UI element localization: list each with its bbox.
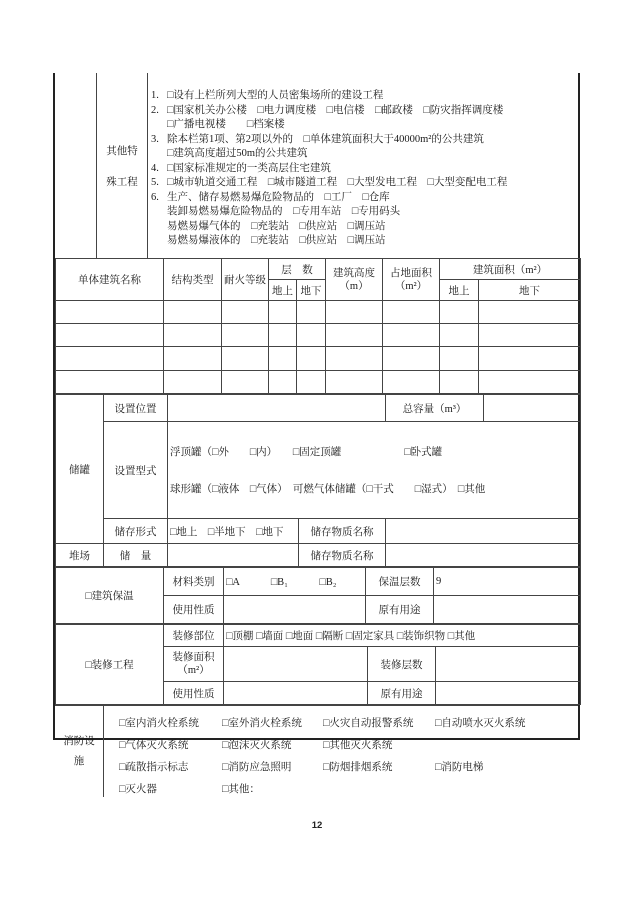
item-number <box>148 205 167 220</box>
insulation-table <box>55 567 581 624</box>
header-gross-floor-area: 建筑面积（m²） <box>440 259 581 280</box>
decoration-parts-options: □顶棚 □墙面 □地面 □隔断 □固定家具 □装饰织物 □其他 <box>224 625 581 647</box>
empty-cell <box>326 347 383 371</box>
checkbox-option-text: 易燃易爆液体的 □充装站 □供应站 □调压站 <box>167 235 386 246</box>
empty-cell <box>440 347 479 371</box>
empty-cell <box>479 324 581 347</box>
empty-cell <box>269 347 297 371</box>
item-number: 1. <box>151 90 159 101</box>
checkbox-option-text: □室外消火栓系统 <box>222 717 302 729</box>
table-row <box>56 371 581 394</box>
empty-cell <box>383 324 440 347</box>
fire-facilities-line <box>104 777 578 799</box>
fire-declaration-form-table <box>53 73 580 795</box>
empty-cell <box>222 324 269 347</box>
decoration-usage-value-cell <box>224 682 368 705</box>
special-projects-label-line2: 殊工程 <box>106 176 138 188</box>
fire-facilities-row-label <box>55 706 104 797</box>
fire-facilities-line <box>104 711 578 733</box>
decoration-table <box>55 624 581 705</box>
checkbox-option-text: □国家标准规定的一类高层住宅建筑 <box>167 162 331 174</box>
header-building-height-line1: 建筑高度 <box>333 267 375 279</box>
tank-storage-form-options: □地上 □半地下 □地下 <box>168 519 299 544</box>
tank-total-capacity-value-cell <box>484 395 581 422</box>
insulation-layers-value-cell: 9 <box>434 568 581 596</box>
tank-total-capacity-label: 总容量（m³） <box>386 395 484 422</box>
fire-facilities-label-line2: 施 <box>73 755 85 767</box>
decoration-area-label-line1: 装修面积 <box>172 652 215 663</box>
yard-quantity-label: 储 量 <box>104 544 168 567</box>
empty-cell <box>383 371 440 394</box>
insulation-material-class-options: □A □B₁ □B₂ <box>224 568 366 596</box>
checkbox-option-text: □火灾自动报警系统 <box>323 717 414 729</box>
tank-type-options-line1: 浮顶罐（□外 □内） □固定顶罐 □卧式罐 <box>170 447 443 458</box>
checkbox-option-text: □城市轨道交通工程 □城市隧道工程 □大型发电工程 □大型变配电工程 <box>167 177 508 188</box>
empty-cell <box>222 347 269 371</box>
checkbox-option-text: □疏散指示标志 <box>119 761 189 773</box>
decoration-floors-value-cell <box>436 647 581 682</box>
checkbox-option-text: □广播电视楼 □档案楼 <box>167 119 285 130</box>
checkbox-option-text: 生产、储存易燃易爆危险物品的 □工厂 □仓库 <box>167 191 390 203</box>
empty-cell <box>56 347 164 371</box>
item-number <box>148 118 167 133</box>
empty-cell <box>479 301 581 324</box>
fire-facilities-line <box>104 755 578 777</box>
table-row <box>56 301 581 324</box>
yard-substance-name-label: 储存物质名称 <box>299 544 386 567</box>
special-projects-section <box>55 73 578 258</box>
special-projects-left-spacer-cell <box>55 73 97 258</box>
item-number <box>148 234 167 249</box>
special-projects-label-line1: 其他特 <box>106 145 138 157</box>
tank-storage-form-label: 储存形式 <box>104 519 168 544</box>
empty-cell <box>383 347 440 371</box>
buildings-table <box>55 258 581 394</box>
checkbox-option-text: □其他灭火系统 <box>323 739 393 751</box>
insulation-usage-label: 使用性质 <box>164 596 224 624</box>
decoration-parts-label: 装修部位 <box>164 625 224 647</box>
insulation-row-label: □建筑保温 <box>56 568 164 624</box>
header-footprint-area <box>383 259 440 301</box>
insulation-layers-label: 保温层数 <box>366 568 434 596</box>
checkbox-option-text: □自动喷水灭火系统 <box>435 717 526 729</box>
fire-facilities-line <box>104 733 578 755</box>
empty-cell <box>222 301 269 324</box>
header-footprint-area-line1: 占地面积 <box>390 267 432 279</box>
special-projects-line <box>148 205 578 220</box>
tank-position-value-cell <box>168 395 386 422</box>
table-row <box>56 347 581 371</box>
item-number: 4. <box>151 162 159 174</box>
tank-row-label: 储罐 <box>56 395 104 544</box>
empty-cell <box>326 324 383 347</box>
empty-cell <box>164 347 222 371</box>
empty-cell <box>479 347 581 371</box>
decoration-area-value-cell <box>224 647 368 682</box>
empty-cell <box>479 371 581 394</box>
yard-substance-name-value-cell <box>386 544 581 567</box>
header-footprint-area-unit: （m²） <box>394 280 428 292</box>
header-structure-type: 结构类型 <box>164 259 222 301</box>
fire-facilities-options <box>104 706 578 797</box>
insulation-original-use-value-cell <box>434 596 581 624</box>
empty-cell <box>222 371 269 394</box>
fire-facilities-label-line1: 消防设 <box>63 735 95 747</box>
table-row <box>56 324 581 347</box>
empty-cell <box>164 301 222 324</box>
empty-cell <box>56 371 164 394</box>
special-projects-line <box>148 162 578 177</box>
tank-substance-name-value-cell <box>386 519 581 544</box>
empty-cell <box>440 301 479 324</box>
special-projects-line <box>148 118 578 133</box>
decoration-usage-label: 使用性质 <box>164 682 224 705</box>
empty-cell <box>326 301 383 324</box>
empty-cell <box>297 347 326 371</box>
decoration-area-label-unit: （m²） <box>177 665 210 676</box>
checkbox-option-text: □室内消火栓系统 <box>119 717 199 729</box>
special-projects-line <box>148 191 578 206</box>
empty-cell <box>164 324 222 347</box>
empty-cell <box>269 371 297 394</box>
tank-position-label: 设置位置 <box>104 395 168 422</box>
checkbox-option-text: □灭火器 <box>119 783 157 795</box>
page-number: 12 <box>311 820 323 831</box>
special-projects-line <box>148 89 578 104</box>
special-projects-line <box>148 147 578 162</box>
checkbox-option-text: □设有上栏所列大型的人员密集场所的建设工程 <box>167 90 384 101</box>
special-projects-line <box>148 104 578 119</box>
tank-type-label: 设置型式 <box>104 422 168 519</box>
yard-row-label: 堆场 <box>56 544 104 567</box>
tank-type-options-line2: 球形罐（□液体 □气体） 可燃气体储罐（□干式 □湿式） □其他 <box>170 484 486 495</box>
empty-cell <box>56 324 164 347</box>
header-floors-below-ground: 地下 <box>297 280 326 301</box>
fire-facilities-section <box>55 705 578 797</box>
special-projects-line <box>148 133 578 148</box>
empty-cell <box>297 301 326 324</box>
tank-yard-table <box>55 394 581 567</box>
empty-cell <box>297 371 326 394</box>
item-number: 2. <box>151 104 159 116</box>
header-area-below-ground: 地下 <box>479 280 581 301</box>
special-projects-line <box>148 234 578 249</box>
checkbox-option-text: □防烟排烟系统 <box>323 761 393 773</box>
checkbox-option-text: □建筑高度超过50m的公共建筑 <box>167 148 308 159</box>
header-floors-above-ground: 地上 <box>269 280 297 301</box>
empty-cell <box>269 301 297 324</box>
checkbox-option-text: □其他： <box>222 783 260 795</box>
item-number <box>148 220 167 235</box>
item-number: 6. <box>151 191 159 203</box>
empty-cell <box>326 371 383 394</box>
tank-type-options <box>168 422 581 519</box>
checkbox-option-text: □消防应急照明 <box>222 761 292 773</box>
decoration-original-use-value-cell <box>436 682 581 705</box>
empty-cell <box>56 301 164 324</box>
header-building-name: 单体建筑名称 <box>56 259 164 301</box>
checkbox-option-text: □国家机关办公楼 □电力调度楼 □电信楼 □邮政楼 □防灾指挥调度楼 <box>167 104 504 116</box>
item-number <box>148 147 167 162</box>
special-projects-row-label <box>97 73 148 258</box>
header-floor-count: 层 数 <box>269 259 326 280</box>
checkbox-option-text: 易燃易爆气体的 □充装站 □供应站 □调压站 <box>167 220 386 232</box>
checkbox-option-text: 装卸易燃易爆危险物品的 □专用车站 □专用码头 <box>167 206 401 217</box>
empty-cell <box>297 324 326 347</box>
yard-quantity-value-cell <box>168 544 299 567</box>
header-building-height <box>326 259 383 301</box>
decoration-original-use-label: 原有用途 <box>368 682 436 705</box>
item-number: 5. <box>151 177 159 188</box>
tank-substance-name-label: 储存物质名称 <box>299 519 386 544</box>
special-projects-options <box>148 73 578 258</box>
decoration-area-label <box>164 647 224 682</box>
empty-cell <box>269 324 297 347</box>
empty-cell <box>440 324 479 347</box>
insulation-usage-value-cell <box>224 596 366 624</box>
decoration-floors-label: 装修层数 <box>368 647 436 682</box>
special-projects-line <box>148 220 578 235</box>
checkbox-option-text: □泡沫灭火系统 <box>222 739 292 751</box>
header-building-height-unit: （m） <box>339 280 369 292</box>
decoration-row-label: □装修工程 <box>56 625 164 705</box>
header-area-above-ground: 地上 <box>440 280 479 301</box>
item-number: 3. <box>151 133 159 145</box>
header-fire-resistance-rating: 耐火等级 <box>222 259 269 301</box>
checkbox-option-text: □气体灭火系统 <box>119 739 189 751</box>
checkbox-option-text: 除本栏第1项、第2项以外的 □单体建筑面积大于40000m²的公共建筑 <box>167 133 484 145</box>
empty-cell <box>383 301 440 324</box>
empty-cell <box>440 371 479 394</box>
insulation-original-use-label: 原有用途 <box>366 596 434 624</box>
empty-cell <box>164 371 222 394</box>
checkbox-option-text: □消防电梯 <box>435 761 484 773</box>
insulation-material-class-label: 材料类别 <box>164 568 224 596</box>
special-projects-line <box>148 176 578 191</box>
